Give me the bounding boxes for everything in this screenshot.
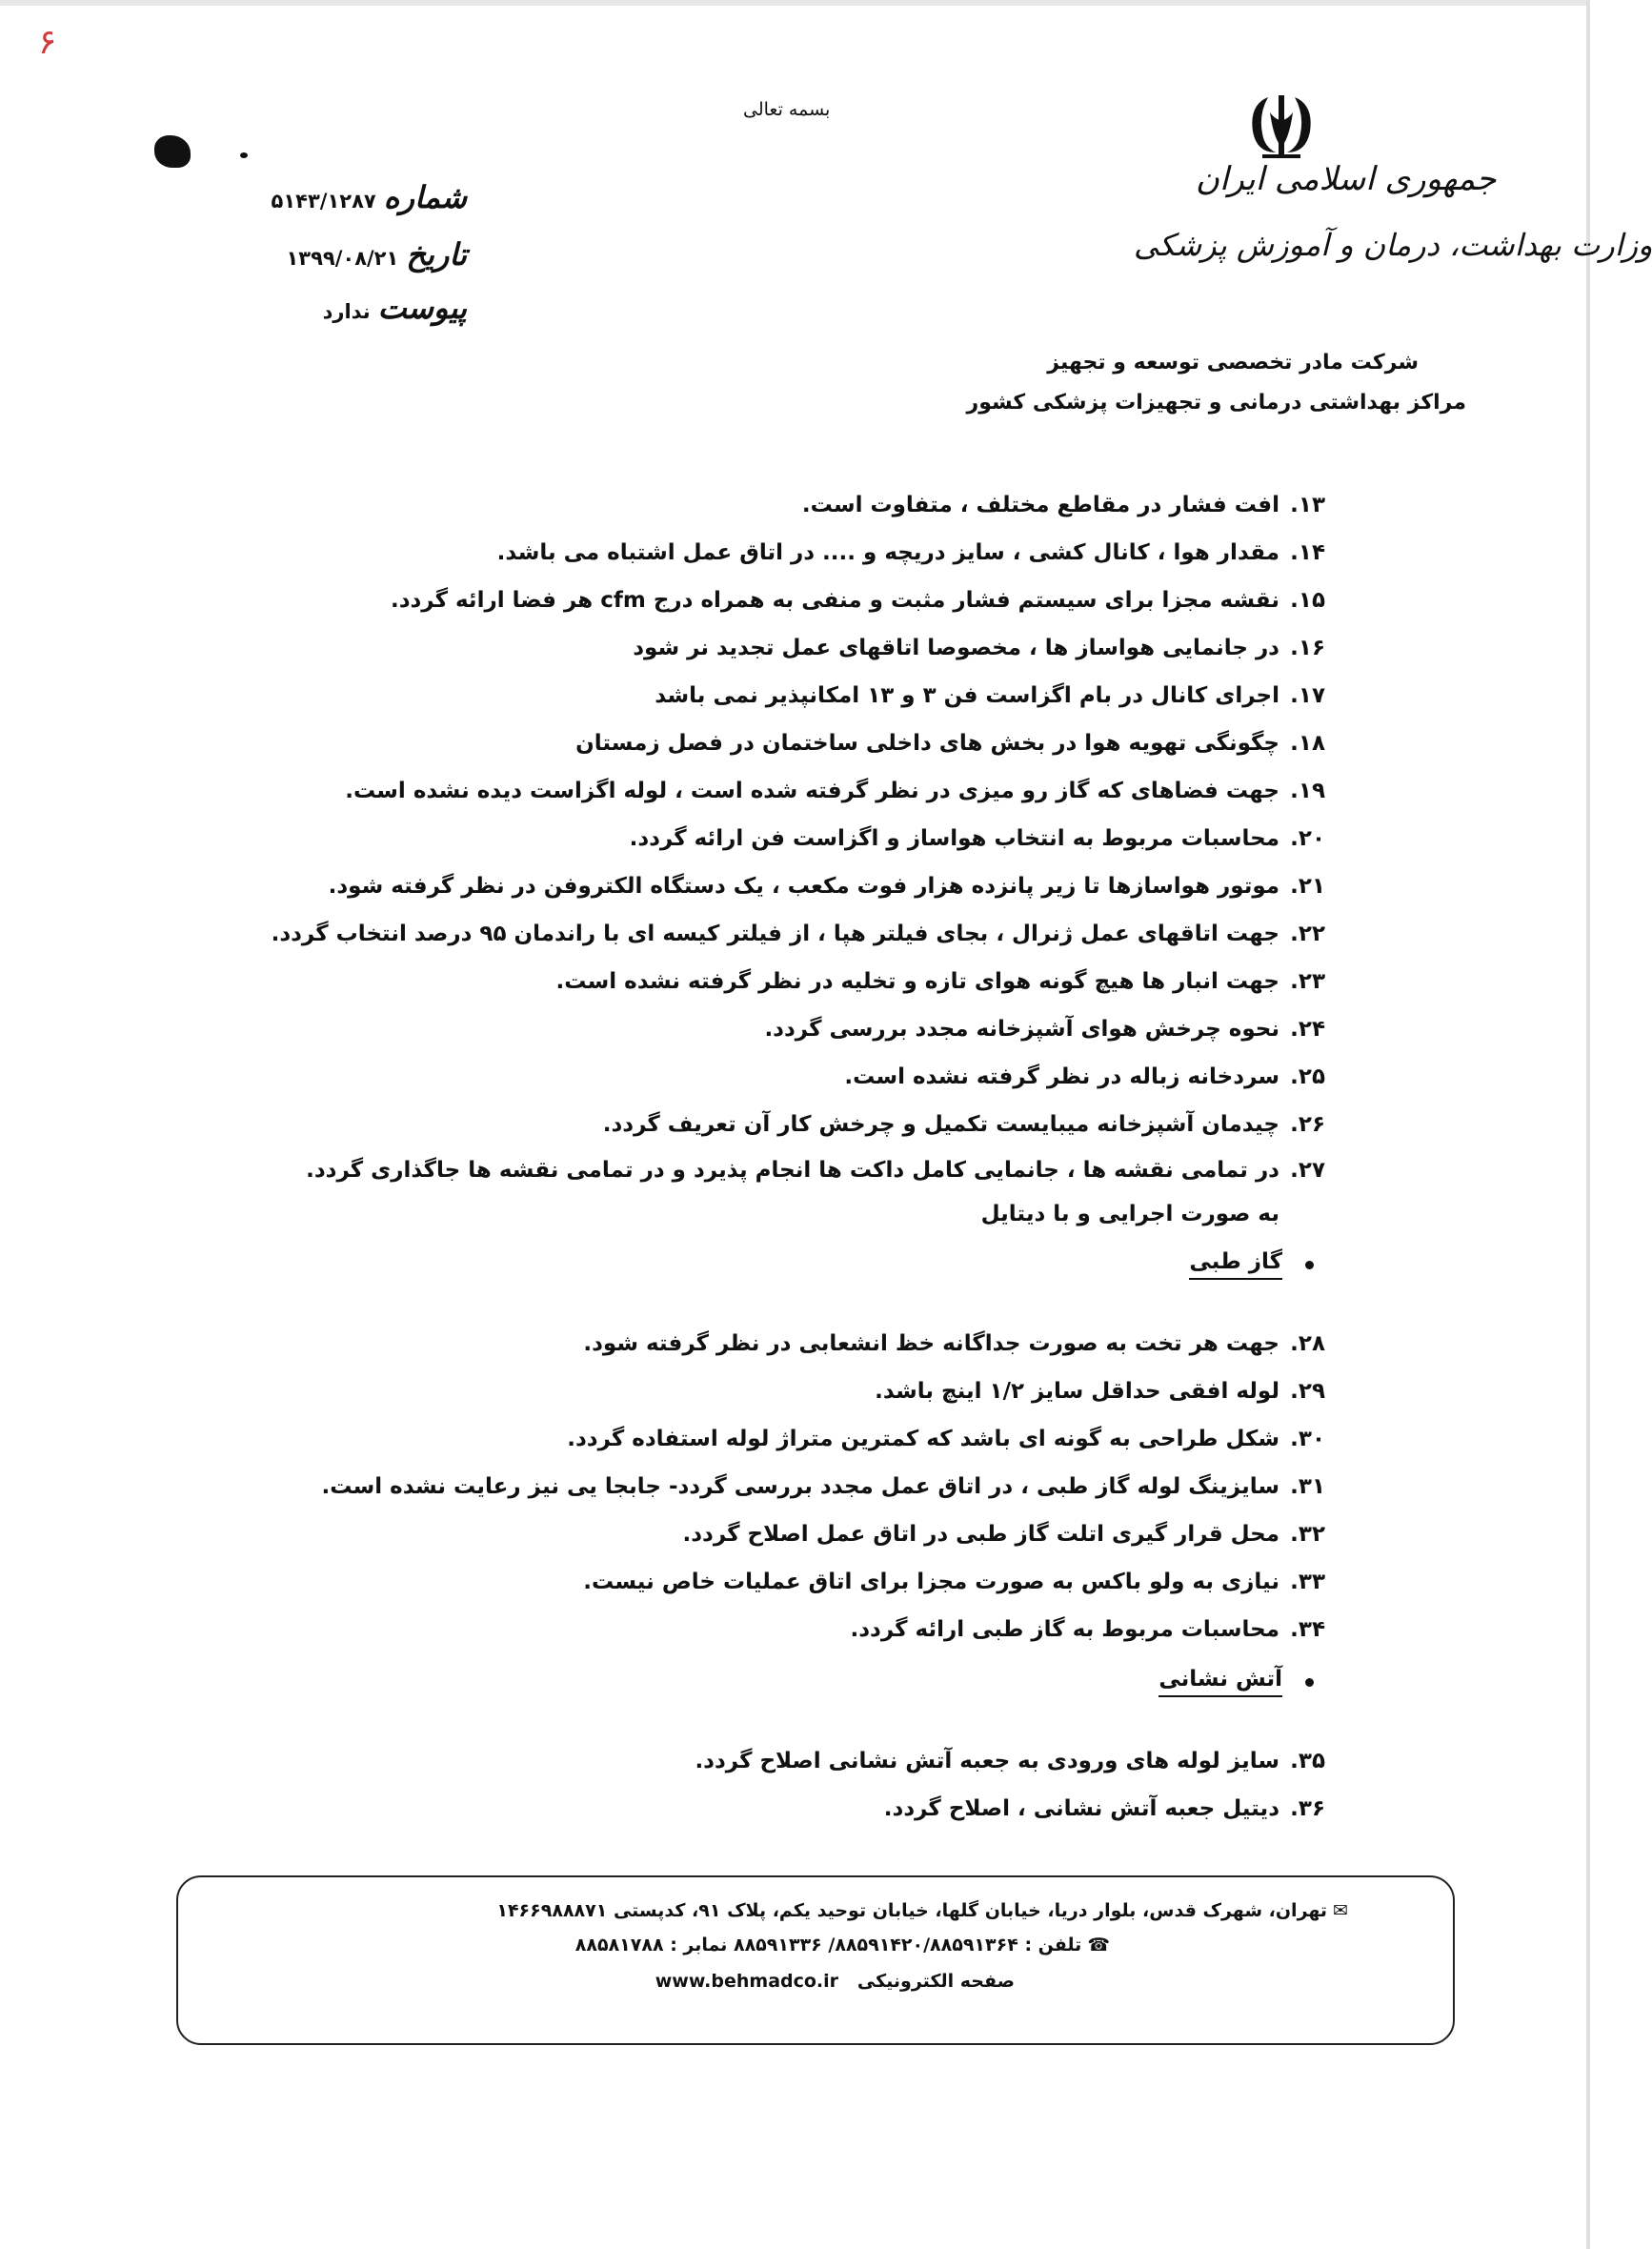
footer-address: ✉تهران، شهرک قدس، بلوار دریا، خیابان گلها، خیابان توحید یکم، پلاک ۹۱، کدپستی ۱۴۶۶۹۸۸۸۷۱ xyxy=(496,1900,1348,1921)
list-item: ۲۹. لوله افقی حداقل سایز ۱/۲ اینچ باشد. xyxy=(875,1379,1325,1404)
list-item: ۲۰. محاسبات مربوط به انتخاب هواساز و اگزاست فن ارائه گردد. xyxy=(629,826,1325,851)
letter-number xyxy=(200,179,467,215)
attachment-value: ندارد xyxy=(322,300,371,323)
bismillah: بسمه تعالی xyxy=(743,99,831,120)
footer-contact-box xyxy=(176,1875,1455,2045)
list-item: ۱۶. در جانمایی هواساز ها ، مخصوصا اتاقهای عمل تجدید نر شود xyxy=(633,636,1325,660)
footer-website: صفحه الکترونیکی www.behmadco.ir xyxy=(655,1971,1015,1992)
letter-attachment xyxy=(200,290,467,326)
list-item: ۱۴. مقدار هوا ، کانال کشی ، سایز دریچه و .... در اتاق عمل اشتباه می باشد. xyxy=(496,540,1325,565)
company-name-line-2: مراکز بهداشتی درمانی و تجهیزات پزشکی کشور xyxy=(966,391,1466,415)
list-item: ۳۱. سایزینگ لوله گاز طبی ، در اتاق عمل مجدد بررسی گردد- جابجا یی نیز رعایت نشده است. xyxy=(321,1474,1325,1499)
iran-emblem-icon xyxy=(1243,93,1320,162)
ink-blot xyxy=(154,135,191,168)
bullet-icon xyxy=(1305,1261,1314,1269)
scan-edge-right xyxy=(1586,0,1590,2249)
list-item: ۱۵. نقشه مجزا برای سیستم فشار مثبت و منفی به همراه درج cfm هر فضا ارائه گردد. xyxy=(390,588,1325,613)
list-item: ۱۹. جهت فضاهای که گاز رو میزی در نظر گرفته شده است ، لوله اگزاست دیده نشده است. xyxy=(345,779,1325,803)
section-title: آتش نشانی xyxy=(1158,1667,1282,1697)
section-title: گاز طبی xyxy=(1189,1249,1282,1280)
letter-body xyxy=(271,481,1325,1833)
list-item: ۲۸. جهت هر تخت به صورت جداگانه خظ انشعابی در نظر گرفته شود. xyxy=(583,1331,1325,1356)
list-item: ۲۵. سردخانه زباله در نظر گرفته نشده است. xyxy=(844,1064,1325,1089)
website-link[interactable]: www.behmadco.ir xyxy=(655,1971,839,1992)
list-item: ۳۲. محل قرار گیری اتلت گاز طبی در اتاق عمل اصلاح گردد. xyxy=(682,1522,1325,1547)
number-label: شماره xyxy=(383,179,467,215)
list-item: ۳۰. شکل طراحی به گونه ای باشد که کمترین متراژ لوله استفاده گردد. xyxy=(567,1427,1325,1451)
list-item: ۲۱. موتور هواسازها تا زیر پانزده هزار فوت مکعب ، یک دستگاه الکتروفن در نظر گرفته شود. xyxy=(328,874,1325,899)
number-value: ۵۱۴۳/۱۲۸۷ xyxy=(271,190,376,213)
attachment-label: پیوست xyxy=(377,290,467,326)
ministry-title: وزارت بهداشت، درمان و آموزش پزشکی xyxy=(1134,227,1652,263)
company-name-line-1: شرکت مادر تخصصی توسعه و تجهیز xyxy=(1047,351,1419,375)
letter-date xyxy=(200,236,467,273)
list-item: ۱۸. چگونگی تهویه هوا در بخش های داخلی ساختمان در فصل زمستان xyxy=(575,731,1325,756)
list-item: ۲۷. در تمامی نقشه ها ، جانمایی کامل داکت ها انجام پذیرد و در تمامی نقشه ها جاگذاری گردد. به صورت اجرایی و با دیتایل xyxy=(306,1158,1325,1226)
list-item: ۳۴. محاسبات مربوط به گاز طبی ارائه گردد. xyxy=(850,1617,1325,1642)
list-item: ۲۶. چیدمان آشپزخانه میبایست تکمیل و چرخش کار آن تعریف گردد. xyxy=(602,1112,1325,1137)
list-item: ۳۳. نیازی به ولو باکس به صورت مجزا برای اتاق عملیات خاص نیست. xyxy=(583,1570,1325,1594)
section-medical-gas xyxy=(277,1236,1314,1293)
scan-edge-top xyxy=(0,0,1590,6)
list-item: ۱۷. اجرای کانال در بام اگزاست فن ۳ و ۱۳ امکانپذیر نمی باشد xyxy=(655,683,1325,708)
footer-phone: ☎تلفن : ۸۸۵۹۱۴۲۰/۸۸۵۹۱۳۶۴/ ۸۸۵۹۱۳۳۶ نمابر : ۸۸۵۸۱۷۸۸ xyxy=(574,1935,1110,1955)
list-item: ۲۳. جهت انبار ها هیچ گونه هوای تازه و تخلیه در نظر گرفته نشده است. xyxy=(555,969,1325,994)
date-value: ۱۳۹۹/۰۸/۲۱ xyxy=(286,247,399,270)
section-fire-fighting xyxy=(277,1653,1314,1711)
list-item: ۱۳. افت فشار در مقاطع مختلف ، متفاوت است. xyxy=(801,493,1325,517)
bullet-icon xyxy=(1305,1678,1314,1687)
list-item: ۳۵. سایز لوله های ورودی به جعبه آتش نشانی اصلاح گردد. xyxy=(695,1749,1325,1773)
letter-icon: ✉ xyxy=(1333,1900,1348,1921)
republic-title: جمهوری اسلامی ایران xyxy=(1196,160,1497,198)
list-item: ۳۶. دیتیل جعبه آتش نشانی ، اصلاح گردد. xyxy=(883,1796,1325,1821)
date-label: تاریخ xyxy=(406,236,467,273)
handwritten-page-mark: ۶ xyxy=(38,23,57,62)
list-item: ۲۲. جهت اتاقهای عمل ژنرال ، بجای فیلتر هپا ، از فیلتر کیسه ای با راندمان ۹۵ درصد انتخاب گردد. xyxy=(271,922,1325,946)
phone-icon: ☎ xyxy=(1087,1935,1110,1955)
ink-dot xyxy=(240,152,248,158)
list-item: ۲۴. نحوه چرخش هوای آشپزخانه مجدد بررسی گردد. xyxy=(764,1017,1325,1042)
